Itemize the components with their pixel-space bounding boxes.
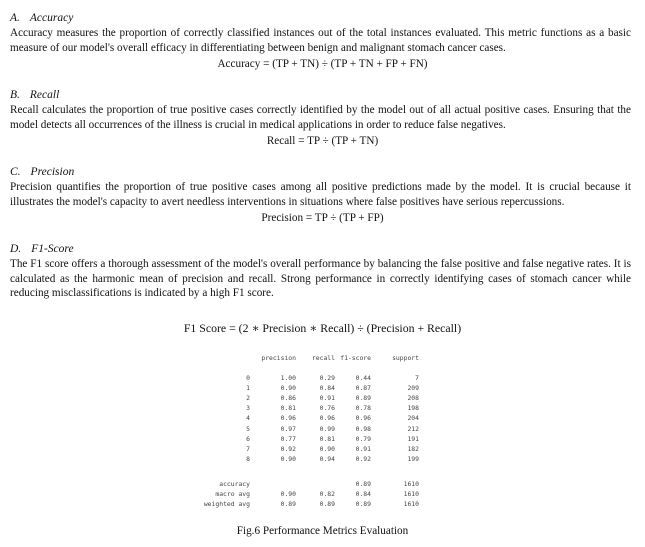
report-summary-cell: 1610 [403,500,419,509]
report-summary-cell: 0.89 [280,500,296,509]
report-summary-label: macro avg [215,490,250,499]
report-cell: 0.91 [355,444,371,453]
section-title: F1-Score [31,243,74,255]
section-heading-f1-score [10,243,74,256]
section-heading-recall [10,89,59,102]
report-cell: 0.96 [319,414,335,423]
report-summary-cell: 0.84 [355,490,371,499]
section-text-precision: Precision quantifies the proportion of true positive cases among all positive predictions made by the model. It is crucial because it illustrates the model's capacity to avert needless interventions in situations where false positives have serious repercussions. [10,181,631,208]
report-cell: 204 [407,414,419,423]
report-row-label: 8 [246,454,250,463]
section-title: Recall [29,89,60,101]
report-header-cell: support [392,354,419,362]
report-row-label: 5 [246,424,250,433]
report-summary-cell: 0.89 [355,480,371,488]
report-row-label: 2 [246,394,250,403]
report-cell: 0.90 [319,444,335,453]
formula-precision: Precision = TP ÷ (TP + FP) [261,212,384,224]
report-cell: 0.92 [355,454,371,463]
report-cell: 0.84 [319,384,335,393]
report-summary-cell: 0.90 [280,490,296,499]
section-label: A. [10,12,20,24]
report-cell: 0.96 [355,414,371,423]
section-label: B. [10,89,20,101]
section-text-accuracy: Accuracy measures the proportion of correctly classified instances out of the total instances evaluated. This metric functions as a basic measure of our model's overall efficacy in differentiating between benign and malignant stomach cancer cases. [10,27,631,54]
report-row-label: 0 [246,374,250,382]
report-cell: 7 [415,374,419,382]
report-cell: 182 [407,444,419,453]
report-cell: 198 [407,404,419,413]
report-summary-cell: 1610 [403,480,419,488]
report-cell: 191 [407,434,419,443]
report-cell: 0.98 [355,424,371,433]
section-label: C. [10,166,21,178]
report-summary-label: weighted avg [203,500,250,509]
report-cell: 0.79 [355,434,371,443]
report-header-cell: f1-score [340,354,371,362]
figure-caption: Fig.6 Performance Metrics Evaluation [236,525,409,537]
report-cell: 0.91 [319,394,335,403]
report-cell: 0.90 [280,454,296,463]
report-header-cell: precision [261,354,296,362]
formula-f1-score: F1 Score = (2 ∗ Precision ∗ Recall) ÷ (Precision + Recall) [183,321,462,335]
report-cell: 199 [407,454,419,463]
section-heading-accuracy [10,12,73,25]
report-summary-cell: 0.89 [319,500,335,509]
report-cell: 0.81 [280,404,296,413]
report-header-cell: recall [311,354,335,362]
report-summary-cell: 0.89 [355,500,371,509]
report-summary-cell: 1610 [403,490,419,499]
section-label: D. [10,243,22,255]
section-text-recall: Recall calculates the proportion of true positive cases correctly identified by the model out of all actual positive cases. Ensuring that the model detects all occurrences of the illness is crucial in medical applications in order to reduce false negatives. [10,104,631,131]
report-cell: 0.44 [355,374,371,382]
report-summary-cell: 0.82 [319,490,335,499]
report-cell: 208 [407,394,419,403]
formula-recall: Recall = TP ÷ (TP + TN) [266,135,379,147]
classification-report [190,348,430,520]
report-cell: 1.00 [280,374,296,382]
report-cell: 0.97 [280,424,296,433]
report-cell: 0.99 [319,424,335,433]
report-cell: 0.89 [355,394,371,403]
report-row-label: 4 [246,414,250,423]
report-row-label: 7 [246,444,250,453]
formula-accuracy: Accuracy = (TP + TN) ÷ (TP + TN + FP + FN) [217,58,428,70]
report-cell: 0.96 [280,414,296,423]
report-row-label: 3 [246,404,250,413]
section-title: Precision [30,166,75,178]
report-summary-label: accuracy [219,480,250,488]
report-cell: 0.29 [319,374,335,382]
report-cell: 0.76 [319,404,335,413]
report-cell: 212 [407,424,419,433]
report-cell: 0.94 [319,454,335,463]
section-heading-precision [10,166,74,179]
report-cell: 0.78 [355,404,371,413]
report-cell: 0.87 [355,384,371,393]
report-cell: 209 [407,384,419,393]
section-text-f1-score: The F1 score offers a thorough assessment of the model's overall performance by balancing the false positive and false negative rates. It is calculated as the harmonic mean of precision and recall. Strong performance in correctly identifying cases of stomach cancer while reducing misclassifications is indicated by a high F1 score. [10,258,631,300]
report-row-label: 1 [246,384,250,393]
report-cell: 0.86 [280,394,296,403]
report-cell: 0.90 [280,384,296,393]
report-cell: 0.92 [280,444,296,453]
report-row-label: 6 [246,434,250,443]
report-cell: 0.81 [319,434,335,443]
report-cell: 0.77 [280,434,296,443]
section-title: Accuracy [29,12,74,24]
